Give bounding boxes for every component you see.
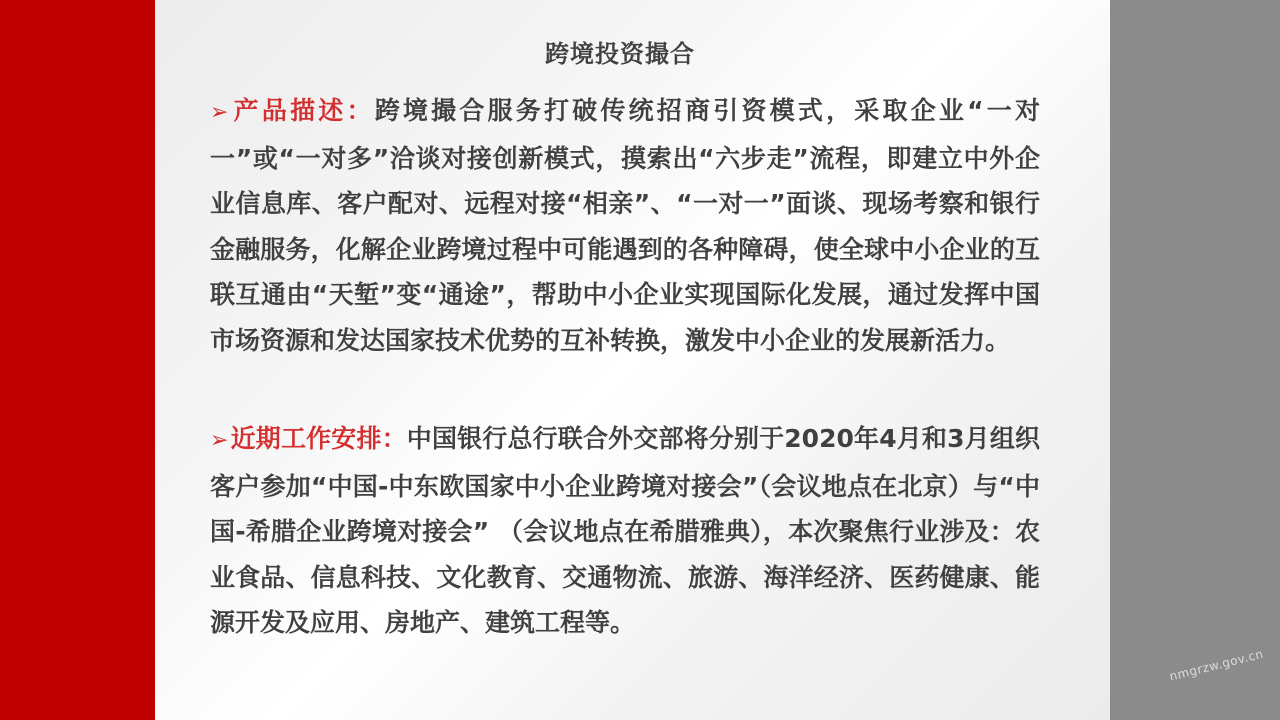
arrow-bullet-icon: ➢ xyxy=(210,100,229,125)
section-recent-work xyxy=(210,416,1040,646)
right-gray-band xyxy=(1110,0,1280,720)
left-red-band xyxy=(0,0,155,720)
section-body: 中国银行总行联合外交部将分别于2020年4月和3月组织客户参加“中国-中东欧国家中小企业跨境对接会”（会议地点在北京）与“中国-希腊企业跨境对接会” （会议地点在希腊雅典），本次聚焦行业涉及：农业食品、信息科技、文化教育、交通物流、旅游、海洋经济、医药健康、能源开发及应用、房地产、建筑工程等。 xyxy=(210,424,1040,637)
watermark: nmgrzw.gov.cn xyxy=(1168,646,1265,684)
slide xyxy=(155,0,1110,720)
arrow-bullet-icon: ➢ xyxy=(210,428,229,453)
slide-title: 跨境投资撮合 xyxy=(545,40,695,68)
section-label: 近期工作安排： xyxy=(230,424,407,453)
section-label: 产品描述： xyxy=(230,96,375,125)
section-product-description xyxy=(210,88,1040,363)
section-body: 跨境撮合服务打破传统招商引资模式，采取企业“一对一”或“一对多”洽谈对接创新模式，摸索出“六步走”流程，即建立中外企业信息库、客户配对、远程对接“相亲”、“一对一”面谈、现场考察和银行金融服务，化解企业跨境过程中可能遇到的各种障碍，使全球中小企业的互联互通由“天堑”变“通途”，帮助中小企业实现国际化发展，通过发挥中国市场资源和发达国家技术优势的互补转换，激发中小企业的发展新活力。 xyxy=(210,96,1040,355)
